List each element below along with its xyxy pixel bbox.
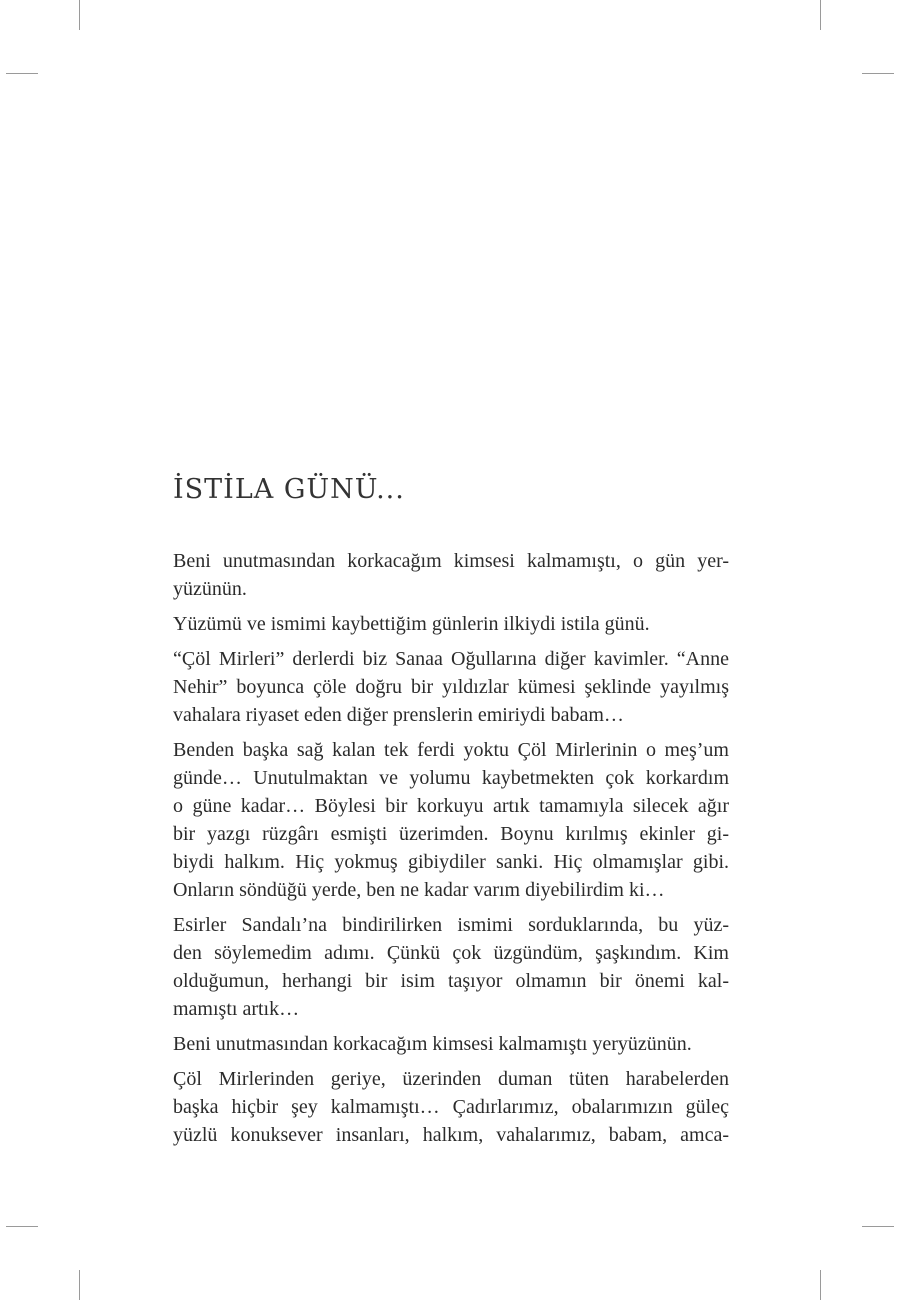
crop-mark-right-lower <box>862 1226 894 1227</box>
text-line: Benden başka sağ kalan tek ferdi yoktu Çöl Mirlerinin o meş’um <box>173 739 729 761</box>
text-line: Nehir” boyunca çöle doğru bir yıldızlar kümesi şeklinde yayılmış <box>173 676 729 698</box>
text-line: o güne kadar… Böylesi bir korkuyu artık tamamıyla silecek ağır <box>173 795 729 817</box>
crop-mark-bottom-right <box>820 1270 821 1300</box>
paragraph <box>173 610 729 638</box>
body-text <box>173 547 729 1156</box>
text-line: başka hiçbir şey kalmamıştı… Çadırlarımız, obalarımızın güleç <box>173 1096 729 1118</box>
paragraph <box>173 736 729 904</box>
crop-mark-left-upper <box>6 73 38 74</box>
text-line: Onların söndüğü yerde, ben ne kadar varım diyebilirdim ki… <box>173 879 665 901</box>
crop-mark-top-left <box>79 0 80 30</box>
text-line: Beni unutmasından korkacağım kimsesi kalmamıştı, o gün yer- <box>173 550 729 572</box>
text-line: Yüzümü ve ismimi kaybettiğim günlerin ilkiydi istila günü. <box>173 613 650 635</box>
text-line: bir yazgı rüzgârı esmişti üzerimden. Boynu kırılmış ekinler gi- <box>173 823 729 845</box>
text-line: Çöl Mirlerinden geriye, üzerinden duman tüten harabelerden <box>173 1068 729 1090</box>
text-line: den söylemedim adımı. Çünkü çok üzgündüm, şaşkındım. Kim <box>173 942 729 964</box>
text-line: yüzlü konuksever insanları, halkım, vahalarımız, babam, amca- <box>173 1124 729 1146</box>
text-line: günde… Unutulmaktan ve yolumu kaybetmekten çok korkardım <box>173 767 729 789</box>
text-line: mamıştı artık… <box>173 998 300 1020</box>
paragraph <box>173 1030 729 1058</box>
crop-mark-top-right <box>820 0 821 30</box>
chapter-title: İSTİLA GÜNÜ... <box>173 474 405 505</box>
paragraph <box>173 911 729 1023</box>
text-line: biydi halkım. Hiç yokmuş gibiydiler sanki. Hiç olmamışlar gibi. <box>173 851 729 873</box>
crop-mark-left-lower <box>6 1226 38 1227</box>
paragraph <box>173 547 729 603</box>
text-line: Esirler Sandalı’na bindirilirken ismimi sorduklarında, bu yüz- <box>173 914 729 936</box>
text-line: yüzünün. <box>173 578 247 600</box>
text-line: olduğumun, herhangi bir isim taşıyor olmamın bir önemi kal- <box>173 970 729 992</box>
text-line: vahalara riyaset eden diğer prenslerin emiriydi babam… <box>173 704 624 726</box>
text-line: Beni unutmasından korkacağım kimsesi kalmamıştı yeryüzünün. <box>173 1033 692 1055</box>
crop-mark-bottom-left <box>79 1270 80 1300</box>
paragraph <box>173 1065 729 1149</box>
paragraph <box>173 645 729 729</box>
crop-mark-right-upper <box>862 73 894 74</box>
text-line: “Çöl Mirleri” derlerdi biz Sanaa Oğullarına diğer kavimler. “Anne <box>173 648 729 670</box>
